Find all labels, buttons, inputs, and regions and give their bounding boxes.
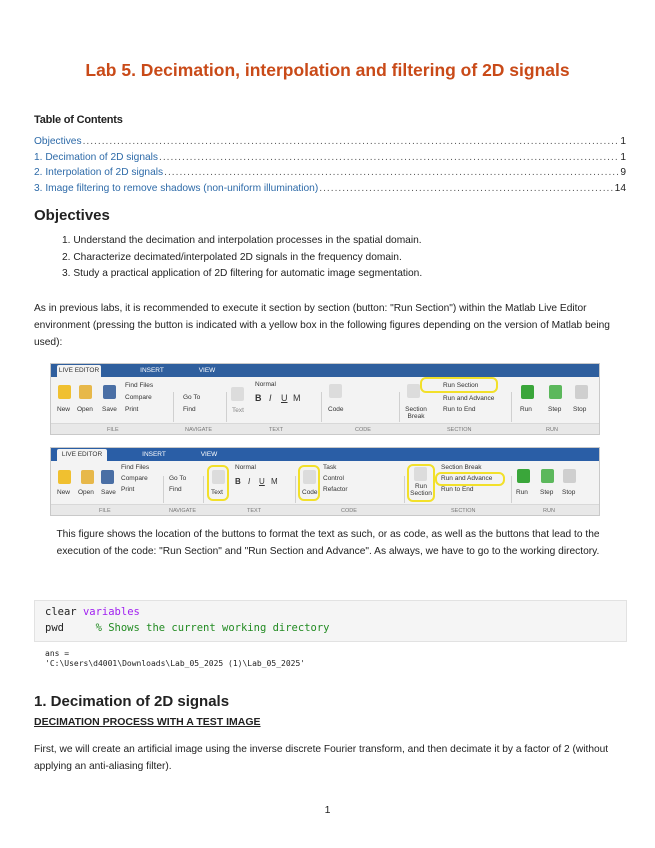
- toc-link[interactable]: 2. Interpolation of 2D signals: [34, 167, 164, 178]
- group-label: CODE: [355, 427, 371, 433]
- group-label: FILE: [99, 508, 111, 514]
- text-label: Text: [211, 489, 223, 496]
- ribbon-tab-bar: [51, 364, 599, 377]
- bold-label: B: [235, 477, 241, 486]
- group-label: RUN: [543, 508, 555, 514]
- toc-entry-objectives[interactable]: [34, 136, 626, 152]
- normal-style-label: Normal: [235, 464, 256, 471]
- toc-page-number: 1: [620, 136, 626, 147]
- code-block[interactable]: [34, 600, 627, 642]
- run-section-highlight: [407, 464, 435, 502]
- toc-link[interactable]: Objectives: [34, 136, 82, 147]
- group-separator: [399, 392, 400, 422]
- monospace-label: M: [293, 393, 301, 403]
- run-and-advance-highlight: [435, 472, 505, 486]
- tab-insert: INSERT: [142, 451, 166, 458]
- code-label: Code: [302, 489, 318, 496]
- group-label: SECTION: [447, 427, 472, 433]
- new-label: New: [57, 406, 71, 413]
- group-label: TEXT: [269, 427, 284, 433]
- group-separator: [203, 476, 204, 503]
- group-separator: [511, 392, 512, 422]
- run-and-advance-label: Run and Advance: [443, 395, 495, 402]
- control-label: Control: [323, 475, 344, 482]
- open-folder-icon: [81, 470, 94, 484]
- tab-insert: INSERT: [140, 367, 164, 374]
- compare-label: Compare: [121, 475, 148, 482]
- step-icon: [549, 385, 562, 399]
- run-section-label: Run Section: [410, 483, 432, 497]
- new-icon: [58, 385, 71, 399]
- open-folder-icon: [79, 385, 92, 399]
- step-label: Step: [548, 406, 562, 413]
- toc-page-number: 1: [620, 151, 626, 163]
- list-item: 2. Characterize decimated/interpolated 2D signals in the frequency domain.: [62, 251, 402, 263]
- run-to-end-label: Run to End: [441, 486, 474, 493]
- ribbon-group-labels: [51, 423, 599, 434]
- group-label: FILE: [107, 427, 119, 433]
- document-title: Lab 5. Decimation, interpolation and filtering of 2D signals: [85, 60, 570, 80]
- group-label: TEXT: [247, 508, 262, 514]
- code-keyword: variables: [82, 606, 140, 618]
- tab-view: VIEW: [198, 367, 216, 374]
- output-line: ans =: [45, 649, 70, 658]
- ribbon-body: [51, 461, 599, 505]
- run-icon: [517, 469, 530, 483]
- toc-entry-interpolation[interactable]: [34, 167, 626, 183]
- tab-live-editor: LIVE EDITOR: [57, 449, 107, 461]
- print-label: Print: [125, 406, 139, 413]
- task-label: Task: [323, 464, 337, 471]
- list-item: 1. Understand the decimation and interpolation processes in the spatial domain.: [62, 235, 422, 246]
- run-section-label: Run Section: [443, 382, 479, 389]
- stop-icon: [575, 385, 588, 399]
- goto-label: Go To: [169, 475, 187, 482]
- bold-label: B: [255, 393, 262, 403]
- save-label: Save: [101, 489, 116, 496]
- run-label: Run: [520, 406, 532, 413]
- stop-label: Stop: [573, 406, 587, 413]
- toc-heading: Table of Contents: [34, 114, 123, 126]
- group-separator: [511, 476, 512, 503]
- toc-link[interactable]: 1. Decimation of 2D signals: [34, 151, 159, 163]
- underline-label: U: [281, 393, 288, 403]
- ribbon-group-labels: [51, 504, 599, 515]
- group-separator: [404, 476, 405, 503]
- step-label: Step: [540, 489, 554, 496]
- section-paragraph: First, we will create an artificial image using the inverse discrete Fourier transform, and then decimate it by a factor of 2 (without applying an anti-aliasing filter).: [34, 744, 609, 772]
- goto-label: Go To: [183, 394, 201, 401]
- page-number: 1: [324, 804, 331, 816]
- stop-icon: [563, 469, 576, 483]
- toc-leader: [319, 183, 613, 194]
- section-break-label: Section Break: [405, 406, 427, 420]
- toc-entry-filtering[interactable]: [34, 183, 626, 199]
- text-icon: [231, 387, 244, 401]
- new-label: New: [57, 489, 71, 496]
- compare-label: Compare: [125, 394, 152, 401]
- section-heading: 1. Decimation of 2D signals: [34, 693, 230, 710]
- group-separator: [163, 476, 164, 503]
- group-label: CODE: [341, 508, 357, 514]
- tab-live-editor: LIVE EDITOR: [57, 365, 101, 377]
- toc-leader: [159, 152, 619, 163]
- monospace-label: M: [271, 477, 278, 486]
- group-separator: [173, 392, 174, 422]
- save-label: Save: [102, 406, 117, 413]
- toc-leader: [83, 136, 620, 147]
- code-comment: % Shows the current working directory: [95, 622, 330, 634]
- run-section-highlight: [420, 377, 498, 393]
- live-editor-ribbon-screenshot-2: [50, 447, 600, 516]
- objectives-list: [62, 235, 422, 285]
- code-line: [45, 622, 329, 634]
- toc-link[interactable]: 3. Image filtering to remove shadows (non-uniform illumination): [34, 182, 319, 194]
- italic-label: I: [248, 477, 251, 486]
- new-icon: [58, 470, 71, 484]
- run-to-end-label: Run to End: [443, 406, 476, 413]
- code-line: [45, 606, 140, 618]
- find-files-label: Find Files: [121, 464, 150, 471]
- stop-label: Stop: [562, 489, 576, 496]
- code-command: clear: [45, 606, 83, 618]
- intro-paragraph: As in previous labs, it is recommended to execute it section by section (button: "Run Section") within the Matlab Live Editor environment (pressing the button is indicated with a yellow box in the following figures depending on the version of Matlab being used):: [34, 303, 610, 348]
- group-label: NAVIGATE: [185, 427, 212, 433]
- group-label: RUN: [546, 427, 558, 433]
- open-label: Open: [78, 489, 94, 496]
- run-label: Run: [516, 489, 528, 496]
- group-label: NAVIGATE: [169, 508, 196, 514]
- section-break-icon: [407, 384, 420, 398]
- table-of-contents: [34, 136, 626, 198]
- tab-view: VIEW: [200, 451, 218, 458]
- subsection-heading: DECIMATION PROCESS WITH A TEST IMAGE: [34, 716, 261, 728]
- code-button-highlight: [298, 465, 320, 501]
- save-icon: [101, 470, 114, 484]
- code-command: pwd: [45, 622, 96, 634]
- group-separator: [321, 392, 322, 422]
- output-line: 'C:\Users\d4001\Downloads\Lab_05_2025 (1)\Lab_05_2025': [45, 659, 306, 668]
- figure-caption: This figure shows the location of the buttons to format the text as such, or as code, as well as the buttons that lead to the execution of the code: "Run Section" and "Run Section and Advance". As always, we have to go to the working directory.: [56, 529, 600, 557]
- refactor-label: Refactor: [323, 486, 348, 493]
- find-files-label: Find Files: [125, 382, 154, 389]
- group-separator: [295, 476, 296, 503]
- run-icon: [521, 385, 534, 399]
- code-icon: [329, 384, 342, 398]
- ribbon-body: [51, 377, 599, 424]
- find-label: Find: [183, 406, 196, 413]
- italic-label: I: [269, 393, 272, 403]
- code-output: [45, 649, 305, 669]
- ribbon-tab-bar: [51, 448, 599, 461]
- find-label: Find: [169, 486, 182, 493]
- print-label: Print: [121, 486, 135, 493]
- toc-leader: [164, 167, 619, 178]
- toc-page-number: 14: [614, 182, 626, 194]
- toc-page-number: 9: [620, 167, 626, 178]
- underline-label: U: [259, 477, 265, 486]
- save-icon: [103, 385, 116, 399]
- toc-entry-decimation[interactable]: [34, 152, 626, 168]
- section-break-label: Section Break: [441, 464, 482, 471]
- step-icon: [541, 469, 554, 483]
- objectives-heading: Objectives: [34, 207, 110, 224]
- run-and-advance-label: Run and Advance: [441, 475, 493, 482]
- text-button-highlight: [207, 465, 229, 501]
- normal-style-label: Normal: [255, 381, 276, 388]
- list-item: 3. Study a practical application of 2D filtering for automatic image segmentation.: [62, 268, 423, 279]
- live-editor-ribbon-screenshot-1: [50, 363, 600, 435]
- group-label: SECTION: [451, 508, 476, 514]
- code-label: Code: [328, 406, 344, 413]
- group-separator: [226, 392, 227, 422]
- open-label: Open: [77, 406, 93, 413]
- text-label: Text: [232, 407, 244, 414]
